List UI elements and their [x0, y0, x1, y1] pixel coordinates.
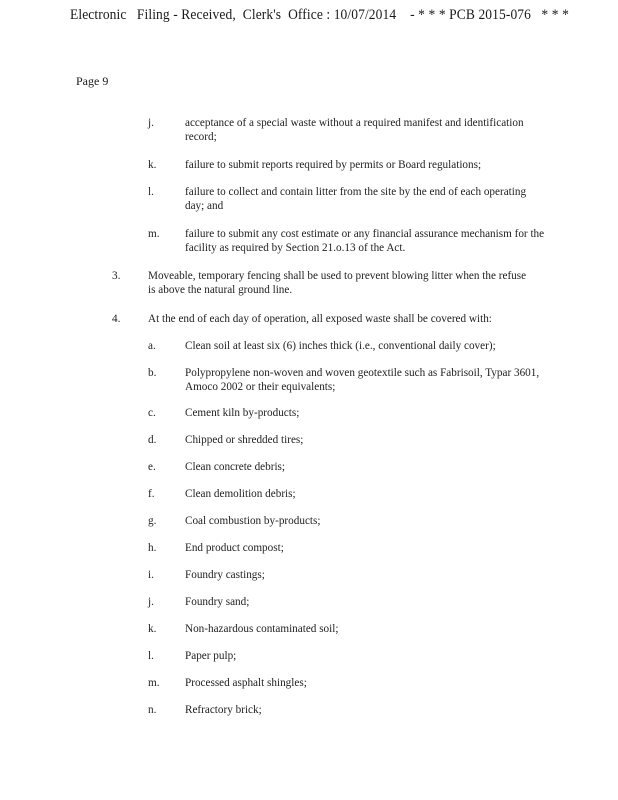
- filing-stamp-header: Electronic Filing - Received, Clerk's Office : 10/07/2014 - * * * PCB 2015-076 * * *: [70, 6, 569, 23]
- sub-item-marker: f.: [148, 488, 155, 500]
- item-text: At the end of each day of operation, all exposed waste shall be covered with:: [148, 313, 492, 325]
- sub-item-marker: k.: [148, 159, 157, 171]
- sub-item-marker: l.: [148, 186, 154, 198]
- sub-item-text: Non-hazardous contaminated soil;: [185, 623, 339, 635]
- sub-item-marker: e.: [148, 461, 156, 473]
- sub-item-marker: j.: [148, 117, 154, 129]
- sub-item-text: failure to submit any cost estimate or any financial assurance mechanism for the facility as required by Section 21.o.13 of the Act.: [185, 228, 545, 255]
- sub-item-text: failure to collect and contain litter from the site by the end of each operating day; and: [185, 186, 527, 213]
- sub-item-text: failure to submit reports required by permits or Board regulations;: [185, 159, 482, 171]
- sub-item-marker: n.: [148, 704, 157, 716]
- sub-item-text: Foundry castings;: [185, 569, 265, 581]
- sub-item-marker: i.: [148, 569, 154, 581]
- sub-item-marker: m.: [148, 228, 160, 240]
- sub-item-text: Clean soil at least six (6) inches thick (i.e., conventional daily cover);: [185, 340, 496, 352]
- sub-item-marker: b.: [148, 367, 157, 379]
- sub-item-text: Clean concrete debris;: [185, 461, 286, 473]
- sub-item-text: Foundry sand;: [185, 596, 250, 608]
- sub-item-text: Polypropylene non-woven and woven geotextile such as Fabrisoil, Typar 3601, Amoco 2002 or their equivalents;: [185, 367, 540, 394]
- sub-item-text: Coal combustion by-products;: [185, 515, 321, 527]
- item-text: Moveable, temporary fencing shall be used to prevent blowing litter when the refuse is above the natural ground line.: [148, 270, 527, 297]
- sub-item-marker: j.: [148, 596, 154, 608]
- sub-item-text: Chipped or shredded tires;: [185, 434, 304, 446]
- sub-item-marker: g.: [148, 515, 157, 527]
- sub-item-text: acceptance of a special waste without a required manifest and identification record;: [185, 117, 524, 144]
- sub-item-marker: k.: [148, 623, 157, 635]
- sub-item-text: Paper pulp;: [185, 650, 237, 662]
- item-marker: 4.: [112, 313, 121, 325]
- item-marker: 3.: [112, 270, 121, 282]
- sub-item-marker: c.: [148, 407, 156, 419]
- sub-item-text: Refractory brick;: [185, 704, 262, 716]
- sub-item-text: Cement kiln by-products;: [185, 407, 300, 419]
- sub-item-marker: m.: [148, 677, 160, 689]
- sub-item-marker: l.: [148, 650, 154, 662]
- sub-item-marker: h.: [148, 542, 157, 554]
- sub-item-text: End product compost;: [185, 542, 284, 554]
- page-number: Page 9: [76, 74, 109, 88]
- sub-item-text: Clean demolition debris;: [185, 488, 296, 500]
- sub-item-marker: d.: [148, 434, 157, 446]
- sub-item-marker: a.: [148, 340, 156, 352]
- sub-item-text: Processed asphalt shingles;: [185, 677, 307, 689]
